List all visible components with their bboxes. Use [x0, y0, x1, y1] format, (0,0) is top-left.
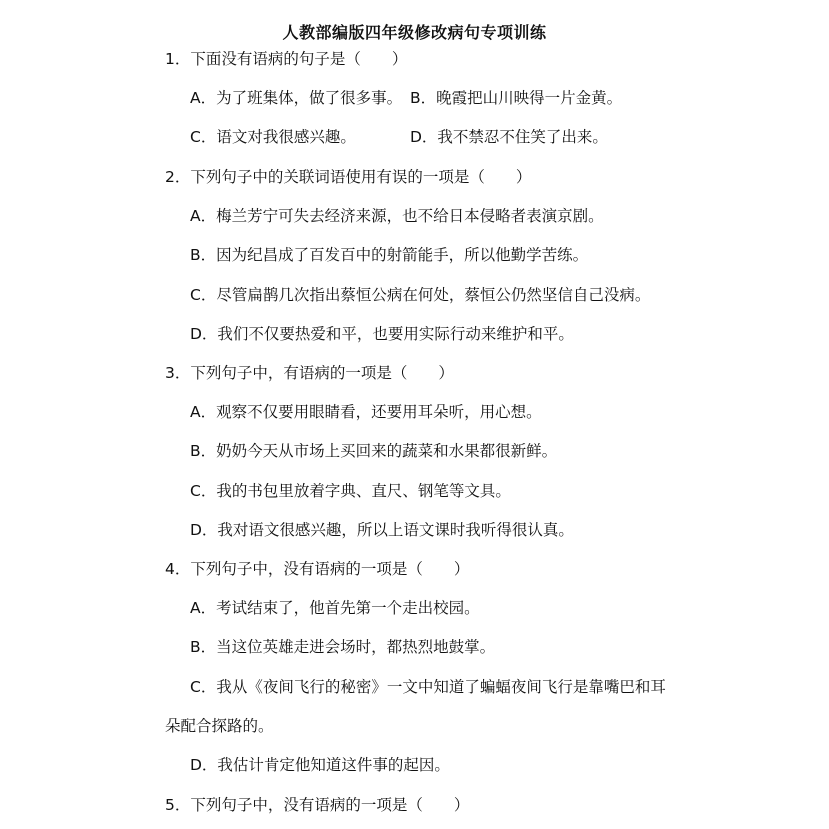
- question-4-option-b: B．当这位英雄走进会场时，都热烈地鼓掌。: [190, 638, 496, 656]
- question-2-option-c: C．尽管扁鹊几次指出蔡恒公病在何处，蔡恒公仍然坚信自己没病。: [190, 286, 651, 304]
- question-2-option-b: B．因为纪昌成了百发百中的射箭能手，所以他勤学苦练。: [190, 246, 589, 264]
- question-3-option-d: D．我对语文很感兴趣，所以上语文课时我听得很认真。: [190, 521, 574, 539]
- question-2-stem: 2．下列句子中的关联词语使用有误的一项是（ ）: [165, 168, 532, 186]
- question-4-option-a: A．考试结束了，他首先第一个走出校园。: [190, 599, 480, 617]
- question-5-stem: 5．下列句子中，没有语病的一项是（ ）: [165, 796, 470, 814]
- question-3-option-b: B．奶奶今天从市场上买回来的蔬菜和水果都很新鲜。: [190, 442, 558, 460]
- question-1-option-b: B．晚霞把山川映得一片金黄。: [410, 89, 623, 107]
- question-4-option-c: C．我从《夜间飞行的秘密》一文中知道了蝙蝠夜间飞行是靠嘴巴和耳: [190, 678, 666, 696]
- question-3-stem: 3．下列句子中，有语病的一项是（ ）: [165, 364, 454, 382]
- question-4-stem: 4．下列句子中，没有语病的一项是（ ）: [165, 560, 470, 578]
- question-1-stem: 1．下面没有语病的句子是（ ）: [165, 50, 408, 68]
- question-1-option-a: A．为了班集体，做了很多事。: [190, 89, 403, 107]
- question-3-option-a: A．观察不仅要用眼睛看，还要用耳朵听，用心想。: [190, 403, 542, 421]
- document-title: 人教部编版四年级修改病句专项训练: [282, 23, 547, 42]
- question-4-option-c-continued: 朵配合探路的。: [165, 717, 274, 735]
- question-1-option-c: C．语文对我很感兴趣。: [190, 128, 356, 146]
- question-3-option-c: C．我的书包里放着字典、直尺、钢笔等文具。: [190, 482, 511, 500]
- question-1-option-d: D．我不禁忍不住笑了出来。: [410, 128, 608, 146]
- question-2-option-a: A．梅兰芳宁可失去经济来源，也不给日本侵略者表演京剧。: [190, 207, 604, 225]
- question-4-option-d: D．我估计肯定他知道这件事的起因。: [190, 756, 450, 774]
- question-2-option-d: D．我们不仅要热爱和平，也要用实际行动来维护和平。: [190, 325, 574, 343]
